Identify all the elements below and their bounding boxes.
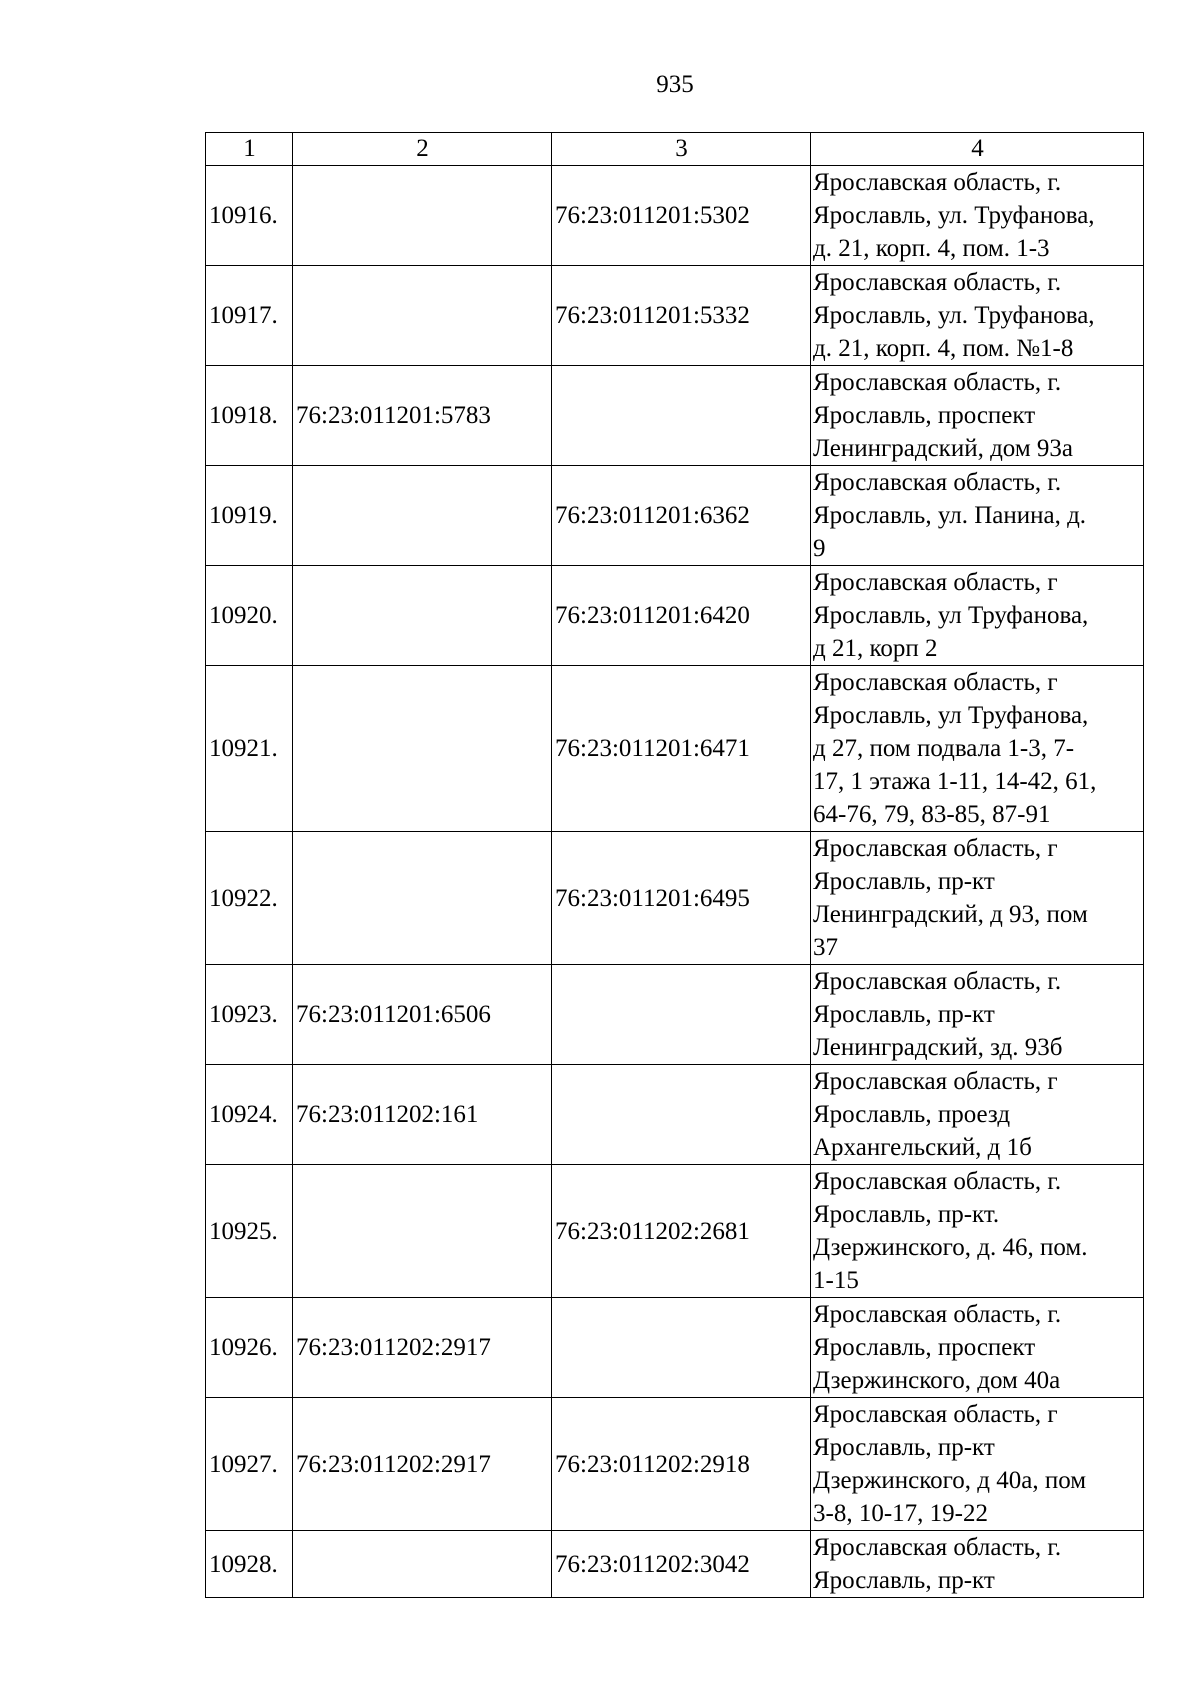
table-row [206, 566, 1144, 666]
address: Ярославская область, г. Ярославль, проспект Дзержинского, дом 40а [811, 1298, 1144, 1398]
cadastral-number-col2: 76:23:011201:5783 [293, 366, 552, 466]
column-header: 3 [552, 133, 811, 166]
cadastral-number-col3: 76:23:011201:6495 [552, 832, 811, 965]
table-row [206, 965, 1144, 1065]
cadastral-number-col2 [293, 832, 552, 965]
registry-table [205, 132, 1144, 1598]
table-row [206, 1398, 1144, 1531]
cadastral-number-col2: 76:23:011202:161 [293, 1065, 552, 1165]
row-number: 10916. [206, 166, 293, 266]
table-row [206, 266, 1144, 366]
address: Ярославская область, г Ярославль, ул Труфанова, д 21, корп 2 [811, 566, 1144, 666]
row-number: 10923. [206, 965, 293, 1065]
address: Ярославская область, г. Ярославль, ул. Панина, д. 9 [811, 466, 1144, 566]
cadastral-number-col3 [552, 965, 811, 1065]
table-header-row [206, 133, 1144, 166]
table-row [206, 832, 1144, 965]
table-row [206, 166, 1144, 266]
cadastral-number-col2: 76:23:011201:6506 [293, 965, 552, 1065]
row-number: 10917. [206, 266, 293, 366]
cadastral-number-col3: 76:23:011201:6362 [552, 466, 811, 566]
row-number: 10928. [206, 1531, 293, 1598]
row-number: 10925. [206, 1165, 293, 1298]
cadastral-number-col2: 76:23:011202:2917 [293, 1398, 552, 1531]
address: Ярославская область, г Ярославль, проезд Архангельский, д 1б [811, 1065, 1144, 1165]
cadastral-number-col3: 76:23:011202:3042 [552, 1531, 811, 1598]
address: Ярославская область, г. Ярославль, проспект Ленинградский, дом 93а [811, 366, 1144, 466]
cadastral-number-col3: 76:23:011201:6471 [552, 666, 811, 832]
address: Ярославская область, г. Ярославль, ул. Труфанова, д. 21, корп. 4, пом. №1-8 [811, 266, 1144, 366]
cadastral-number-col3: 76:23:011201:5302 [552, 166, 811, 266]
address: Ярославская область, г Ярославль, ул Труфанова, д 27, пом подвала 1-3, 7- 17, 1 этажа 1-11, 14-42, 61, 64-76, 79, 83-85, 87-91 [811, 666, 1144, 832]
column-header: 1 [206, 133, 293, 166]
column-header: 2 [293, 133, 552, 166]
row-number: 10926. [206, 1298, 293, 1398]
address: Ярославская область, г Ярославль, пр-кт Дзержинского, д 40а, пом 3-8, 10-17, 19-22 [811, 1398, 1144, 1531]
cadastral-number-col3 [552, 1065, 811, 1165]
table-row [206, 1065, 1144, 1165]
table-row [206, 666, 1144, 832]
address: Ярославская область, г. Ярославль, пр-кт [811, 1531, 1144, 1598]
cadastral-number-col3: 76:23:011201:6420 [552, 566, 811, 666]
cadastral-number-col2 [293, 1165, 552, 1298]
row-number: 10918. [206, 366, 293, 466]
table-row [206, 466, 1144, 566]
cadastral-number-col3 [552, 366, 811, 466]
cadastral-number-col3: 76:23:011201:5332 [552, 266, 811, 366]
table-row [206, 1298, 1144, 1398]
row-number: 10920. [206, 566, 293, 666]
address: Ярославская область, г. Ярославль, ул. Труфанова, д. 21, корп. 4, пом. 1-3 [811, 166, 1144, 266]
row-number: 10919. [206, 466, 293, 566]
table-row [206, 366, 1144, 466]
cadastral-number-col2: 76:23:011202:2917 [293, 1298, 552, 1398]
row-number: 10921. [206, 666, 293, 832]
address: Ярославская область, г Ярославль, пр-кт Ленинградский, д 93, пом 37 [811, 832, 1144, 965]
cadastral-number-col2 [293, 1531, 552, 1598]
cadastral-number-col3: 76:23:011202:2918 [552, 1398, 811, 1531]
address: Ярославская область, г. Ярославль, пр-кт. Дзержинского, д. 46, пом. 1-15 [811, 1165, 1144, 1298]
row-number: 10922. [206, 832, 293, 965]
row-number: 10924. [206, 1065, 293, 1165]
cadastral-number-col2 [293, 166, 552, 266]
address: Ярославская область, г. Ярославль, пр-кт Ленинградский, зд. 93б [811, 965, 1144, 1065]
cadastral-number-col2 [293, 266, 552, 366]
cadastral-number-col2 [293, 566, 552, 666]
cadastral-number-col3: 76:23:011202:2681 [552, 1165, 811, 1298]
cadastral-number-col3 [552, 1298, 811, 1398]
table-row [206, 1165, 1144, 1298]
column-header: 4 [811, 133, 1144, 166]
row-number: 10927. [206, 1398, 293, 1531]
cadastral-number-col2 [293, 466, 552, 566]
cadastral-number-col2 [293, 666, 552, 832]
page-number: 935 [656, 71, 694, 98]
table-row [206, 1531, 1144, 1598]
